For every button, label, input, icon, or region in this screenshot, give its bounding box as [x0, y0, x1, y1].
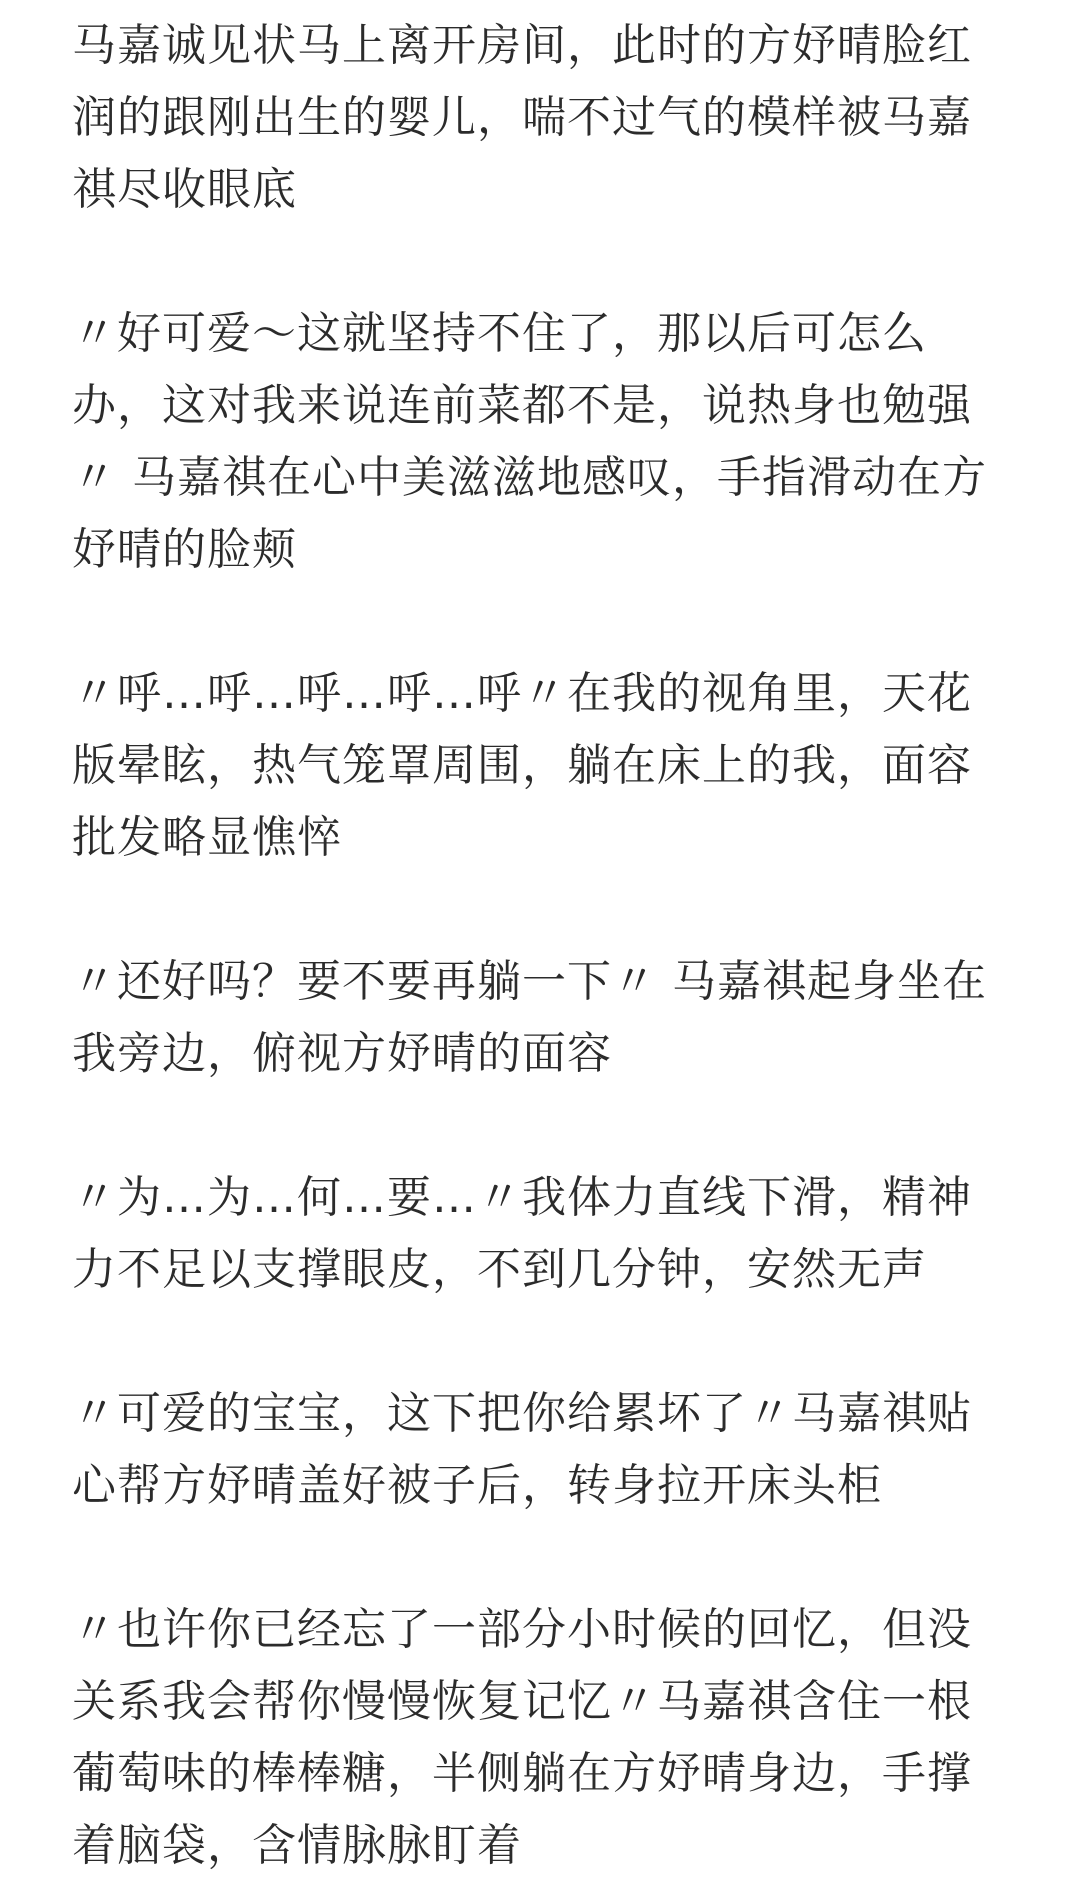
paragraph-3: 〃呼…呼…呼…呼…呼〃在我的视角里，天花版晕眩，热气笼罩周围，躺在床上的我，面容批发略显憔悴	[72, 668, 972, 863]
paragraph-5: 〃为…为…何…要…〃我体力直线下滑，精神力不足以支撑眼皮，不到几分钟，安然无声	[72, 1172, 972, 1295]
article-body	[72, 10, 1016, 1882]
paragraph-7: 〃也许你已经忘了一部分小时候的回忆，但没关系我会帮你慢慢恢复记忆〃马嘉祺含住一根葡萄味的棒棒糖，半侧躺在方妤晴身边，手撑着脑袋，含情脉脉盯着	[72, 1604, 972, 1871]
paragraph-4: 〃还好吗？要不要再躺一下〃 马嘉祺起身坐在我旁边，俯视方妤晴的面容	[72, 956, 987, 1079]
paragraph-6: 〃可爱的宝宝，这下把你给累坏了〃马嘉祺贴心帮方妤晴盖好被子后，转身拉开床头柜	[72, 1388, 972, 1511]
paragraph-2: 〃好可爱～这就坚持不住了，那以后可怎么办，这对我来说连前菜都不是，说热身也勉强〃 马嘉祺在心中美滋滋地感叹，手指滑动在方妤晴的脸颊	[72, 308, 987, 575]
paragraph-1: 马嘉诚见状马上离开房间，此时的方妤晴脸红润的跟刚出生的婴儿，喘不过气的模样被马嘉祺尽收眼底	[72, 20, 972, 215]
